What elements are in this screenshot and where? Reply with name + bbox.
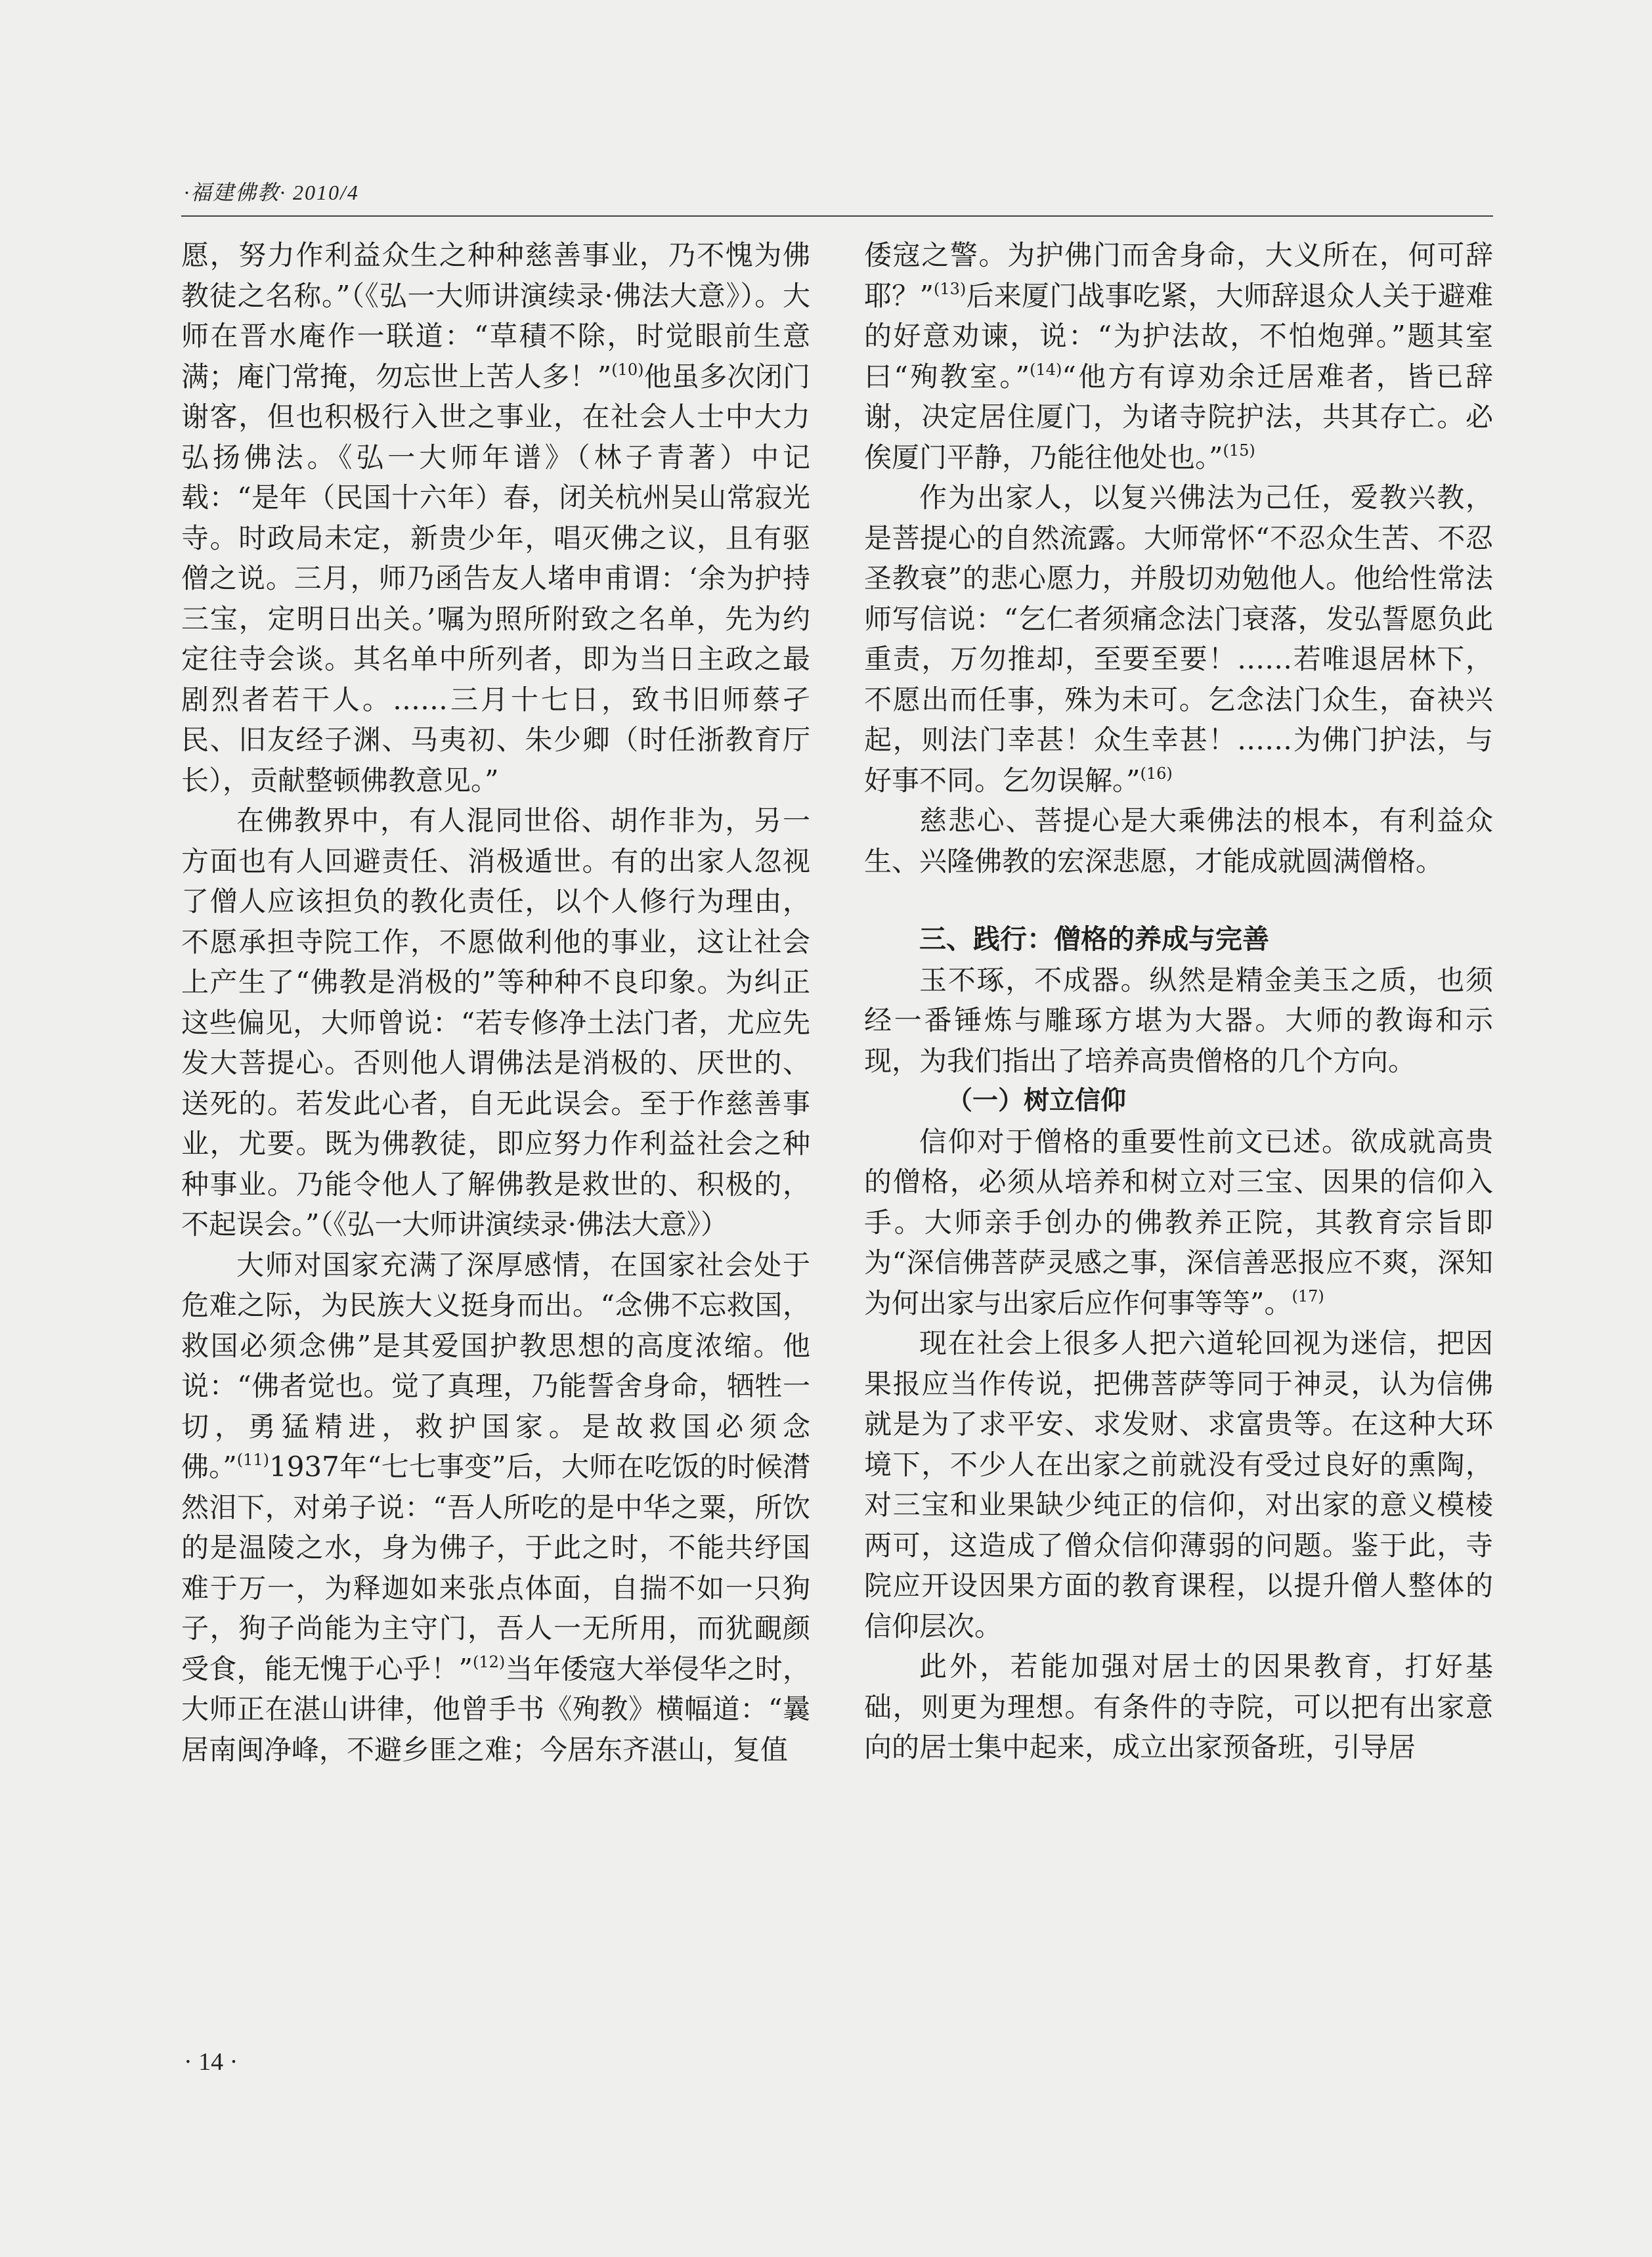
left-column [181,235,810,1770]
section-heading: 三、践行：僧格的养成与完善 [919,923,1269,955]
paragraph: 慈悲心、菩提心是大乘佛法的根本，有利益众生、兴隆佛教的宏深悲愿，才能成就圆满僧格。 [864,804,1493,877]
footnote-marker: (17) [1292,1286,1324,1305]
paragraph-text: 1937年“七七事变”后，大师在吃饭的时候潸然泪下，对弟子说：“吾人所吃的是中华之粟，所饮的是温陵之水，身为佛子，于此之时，不能共纾国难于万一，为释迦如来张点体面，自揣不如一只狗子，狗子尚能为主守门，吾人一无所用，而犹靦颜受食，能无愧于心乎！” [181,1451,810,1685]
page-number: · 14 · [184,2048,238,2076]
footnote-marker: (16) [1140,764,1173,783]
paragraph [181,1245,810,1770]
paragraph-text: 愿，努力作利益众生之种种慈善事业，乃不愧为佛教徒之名称。”（《弘一大师讲演续录·佛法大意》）。大师在晋水庵作一联道：“草積不除，时觉眼前生意满；庵门常掩，勿忘世上苦人多！” [181,239,810,393]
footnote-marker: (14) [1030,360,1062,379]
paragraph-text: 倭寇之警。为护佛门而舍身命，大义所在，何可辞耶？” [864,239,1493,312]
running-header: ·福建佛教· 2010/4 [184,181,359,204]
header-divider [181,215,1493,217]
paragraph: 现在社会上很多人把六道轮回视为迷信，把因果报应当作传说，把佛菩萨等同于神灵，认为信佛就是为了求平安、求发财、求富贵等。在这种大环境下，不少人在出家之前就没有受过良好的熏陶，对三宝和业果缺少纯正的信仰，对出家的意义模棱两可，这造成了僧众信仰薄弱的问题。鉴于此，寺院应开设因果方面的教育课程，以提升僧人整体的信仰层次。 [864,1327,1493,1642]
paragraph: 在佛教界中，有人混同世俗、胡作非为，另一方面也有人回避责任、消极遁世。有的出家人忽视了僧人应该担负的教化责任，以个人修行为理由，不愿承担寺院工作，不愿做利他的事业，这让社会上产生了“佛教是消极的”等种种不良印象。为纠正这些偏见，大师曾说：“若专修净土法门者，尤应先发大菩提心。否则他人谓佛法是消极的、厌世的、送死的。若发此心者，自无此误会。至于作慈善事业，尤要。既为佛教徒，即应努力作利益社会之种种事业。乃能令他人了解佛教是救世的、积极的，不起误会。”（《弘一大师讲演续录·佛法大意》） [181,804,810,1240]
paragraph [864,477,1493,800]
paragraph [181,235,810,800]
footnote-marker: (10) [611,360,644,379]
paragraph-text: 大师对国家充满了深厚感情，在国家社会处于危难之际，为民族大义挺身而出。“念佛不忘救国，救国必须念佛”是其爱国护教思想的高度浓缩。他说：“佛者觉也。觉了真理，乃能誓舍身命，牺牲一切，勇猛精进，救护国家。是故救国必须念佛。” [181,1248,810,1483]
footnote-marker: (12) [472,1652,506,1671]
paragraph-text: 作为出家人，以复兴佛法为己任，爱教兴教，是菩提心的自然流露。大师常怀“不忍众生苦、不忍圣教衰”的悲心愿力，并殷切劝勉他人。他给性常法师写信说：“乞仁者须痛念法门衰落，发弘誓愿负此重责，万勿推却，至要至要！……若唯退居林下，不愿出而任事，殊为未可。乞念法门众生，奋袂兴起，则法门幸甚！众生幸甚！……为佛门护法，与好事不同。乞勿误解。” [864,481,1493,797]
paragraph-text: “他方有谆劝余迁居难者，皆已辞谢，决定居住厦门，为诸寺院护法，共其存亡。必俟厦门平静，乃能往他处也。” [864,360,1493,473]
footnote-marker: (11) [236,1451,269,1469]
footnote-marker: (13) [933,279,967,298]
right-column [864,235,1493,1768]
paragraph-text: 后来厦门战事吃紧，大师辞退众人关于避难的好意劝谏，说：“为护法故，不怕炮弹。”题其室曰“殉教室。” [864,279,1493,393]
footnote-marker: (15) [1223,441,1255,460]
paragraph-text: 当年倭寇大举侵华之时，大师正在湛山讲律，他曾手书《殉教》横幅道：“曩居南闽净峰，不避乡匪之难；今居东齐湛山，复值 [181,1652,810,1766]
section-spacer [864,881,1493,919]
paragraph [864,1122,1493,1324]
paragraph-text: 信仰对于僧格的重要性前文已述。欲成就高贵的僧格，必须从培养和树立对三宝、因果的信仰入手。大师亲手创办的佛教养正院，其教育宗旨即为“深信佛菩萨灵感之事，深信善恶报应不爽，深知为何出家与出家后应作何事等等”。 [864,1125,1493,1319]
paragraph-text: 他虽多次闭门谢客，但也积极行入世之事业，在社会人士中大力弘扬佛法。《弘一大师年谱》（林子青著）中记载：“是年（民国十六年）春，闭关杭州吴山常寂光寺。时政局未定，新贵少年，唱灭佛之议，且有驱僧之说。三月，师乃函告友人堵申甫谓：‘余为护持三宝，定明日出关。’嘱为照所附致之名单，先为约定往寺会谈。其名单中所列者，即为当日主政之最剧烈者若干人。……三月十七日，致书旧师蔡孑民、旧友经子渊、马夷初、朱少卿（时任浙教育厅长），贡献整顿佛教意见。” [181,360,810,797]
subsection-heading: （一）树立信仰 [947,1086,1127,1116]
paragraph: 此外，若能加强对居士的因果教育，打好基础，则更为理想。有条件的寺院，可以把有出家意向的居士集中起来，成立出家预备班，引导居 [864,1650,1493,1763]
paragraph [864,235,1493,477]
paragraph: 玉不琢，不成器。纵然是精金美玉之质，也须经一番锤炼与雕琢方堪为大器。大师的教诲和示现，为我们指出了培养高贵僧格的几个方向。 [864,963,1493,1077]
